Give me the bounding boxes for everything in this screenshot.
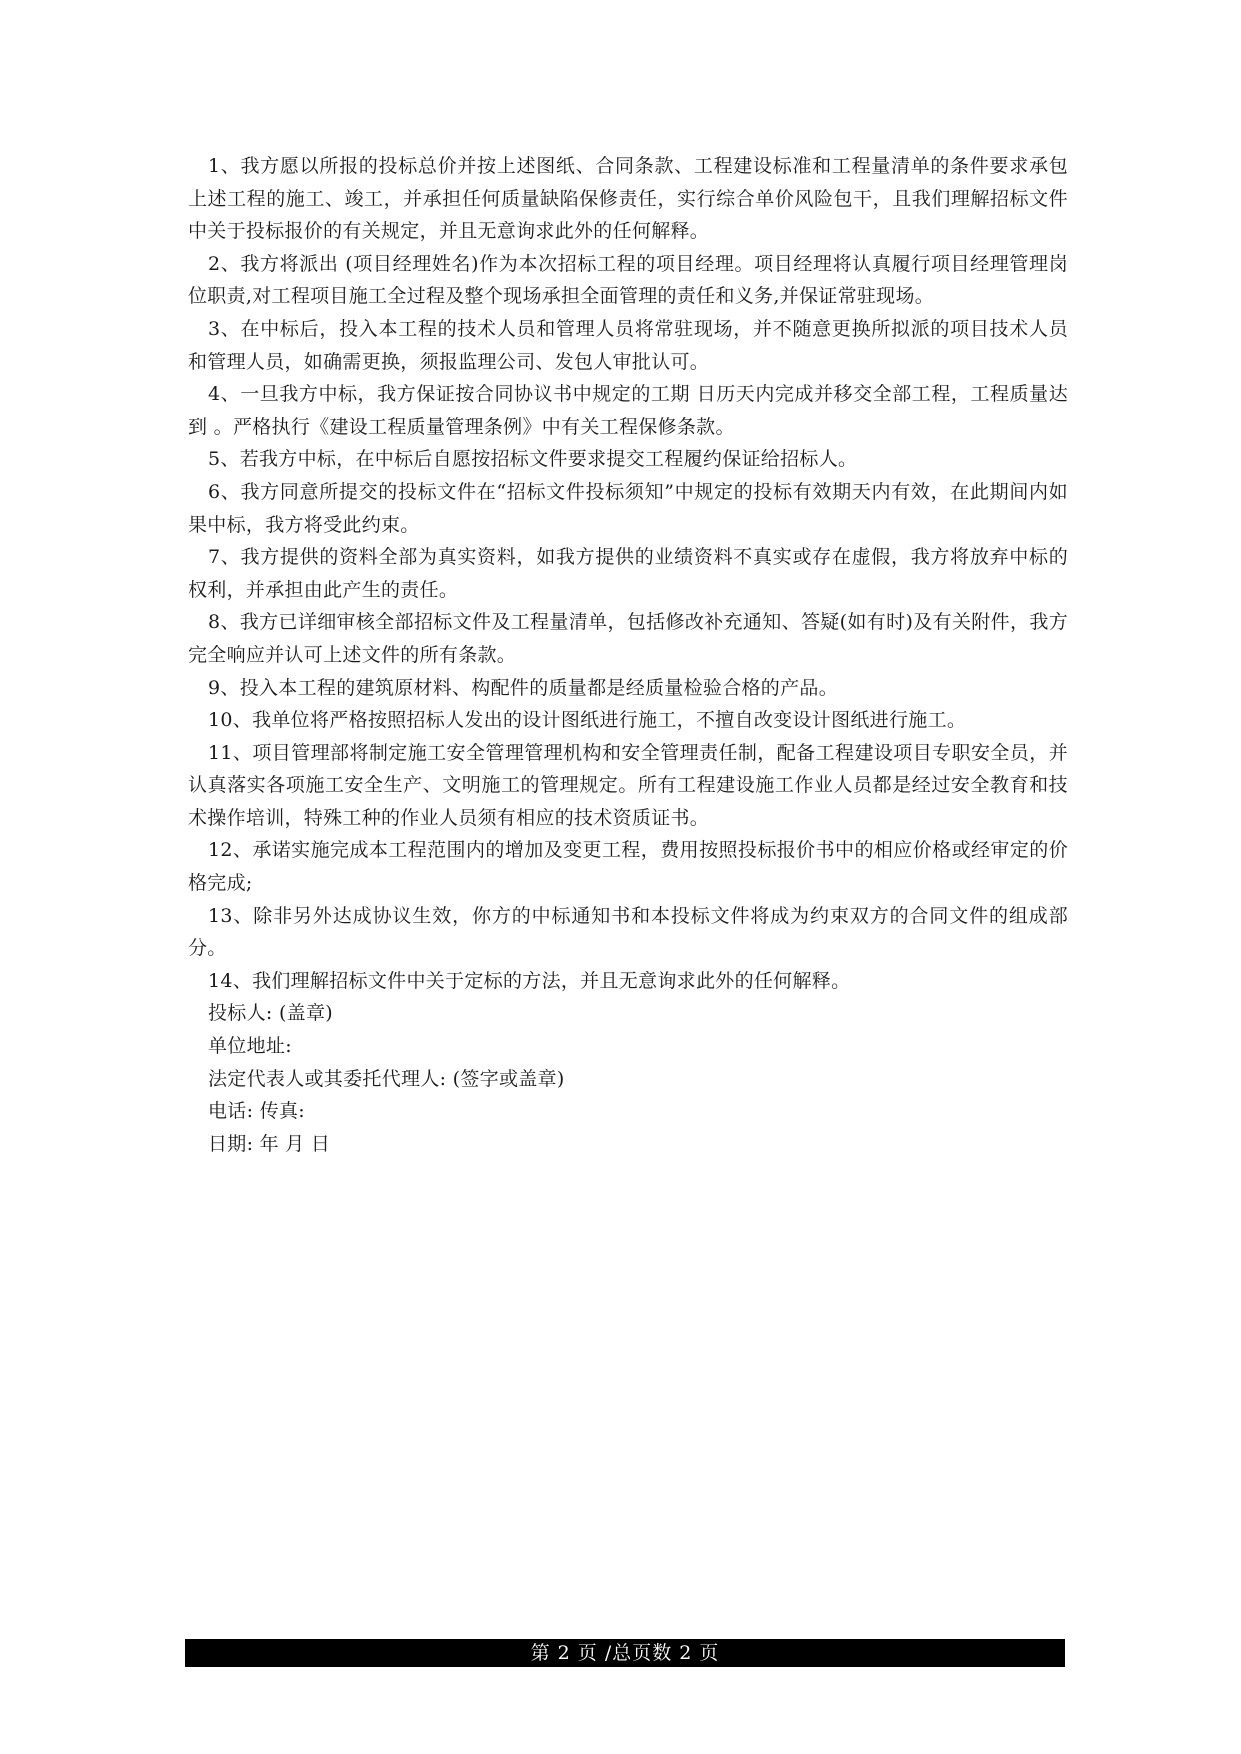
page-footer <box>185 1639 1065 1667</box>
paragraph-4: 4、一旦我方中标，我方保证按合同协议书中规定的工期 日历天内完成并移交全部工程，工程质量达到 。严格执行《建设工程质量管理条例》中有关工程保修条款。 <box>188 383 1068 438</box>
paragraph-10: 10、我单位将严格按照招标人发出的设计图纸进行施工，不擅自改变设计图纸进行施工。 <box>208 709 967 732</box>
signature-address: 单位地址: <box>208 1035 292 1058</box>
paragraph-12: 12、承诺实施完成本工程范围内的增加及变更工程，费用按照投标报价书中的相应价格或经审定的价格完成; <box>188 839 1068 895</box>
paragraph-13: 13、除非另外达成协议生效，你方的中标通知书和本投标文件将成为约束双方的合同文件的组成部分。 <box>188 904 1068 960</box>
paragraph-6: 6、我方同意所提交的投标文件在“招标文件投标须知”中规定的投标有效期天内有效，在此期间内如果中标，我方将受此约束。 <box>188 480 1068 536</box>
paragraph-9: 9、投入本工程的建筑原材料、构配件的质量都是经质量检验合格的产品。 <box>208 676 838 699</box>
page-number-label: 第 2 页 /总页数 2 页 <box>530 1642 720 1664</box>
paragraph-2: 2、我方将派出 (项目经理姓名)作为本次招标工程的项目经理。项目经理将认真履行项目经理管理岗位职责,对工程项目施工全过程及整个现场承担全面管理的责任和义务,并保证常驻现场。 <box>188 252 1068 308</box>
paragraph-11: 11、项目管理部将制定施工安全管理管理机构和安全管理责任制，配备工程建设项目专职安全员，并认真落实各项施工安全生产、文明施工的管理规定。所有工程建设施工作业人员都是经过安全教育和技术操作培训，特殊工种的作业人员须有相应的技术资质证书。 <box>188 741 1068 829</box>
paragraph-3: 3、在中标后，投入本工程的技术人员和管理人员将常驻现场，并不随意更换所拟派的项目技术人员和管理人员，如确需更换，须报监理公司、发包人审批认可。 <box>188 317 1068 373</box>
signature-phone-fax: 电话: 传真: <box>208 1100 305 1123</box>
signature-representative: 法定代表人或其委托代理人: (签字或盖章) <box>208 1067 565 1090</box>
paragraph-1: 1、我方愿以所报的投标总价并按上述图纸、合同条款、工程建设标准和工程量清单的条件要求承包上述工程的施工、竣工，并承担任何质量缺陷保修责任，实行综合单价风险包干，且我们理解招标文件中关于投标报价的有关规定，并且无意询求此外的任何解释。 <box>188 155 1068 243</box>
paragraph-14: 14、我们理解招标文件中关于定标的方法，并且无意询求此外的任何解释。 <box>208 969 851 992</box>
paragraph-8: 8、我方已详细审核全部招标文件及工程量清单，包括修改补充通知、答疑(如有时)及有关附件，我方完全响应并认可上述文件的所有条款。 <box>188 611 1068 666</box>
paragraph-7: 7、我方提供的资料全部为真实资料，如我方提供的业绩资料不真实或存在虚假，我方将放弃中标的权利，并承担由此产生的责任。 <box>188 546 1068 601</box>
signature-date: 日期: 年 月 日 <box>208 1132 331 1155</box>
paragraph-5: 5、若我方中标，在中标后自愿按招标文件要求提交工程履约保证给招标人。 <box>208 448 858 471</box>
signature-bidder: 投标人: (盖章) <box>208 1002 333 1025</box>
document-body <box>188 150 1068 1160</box>
